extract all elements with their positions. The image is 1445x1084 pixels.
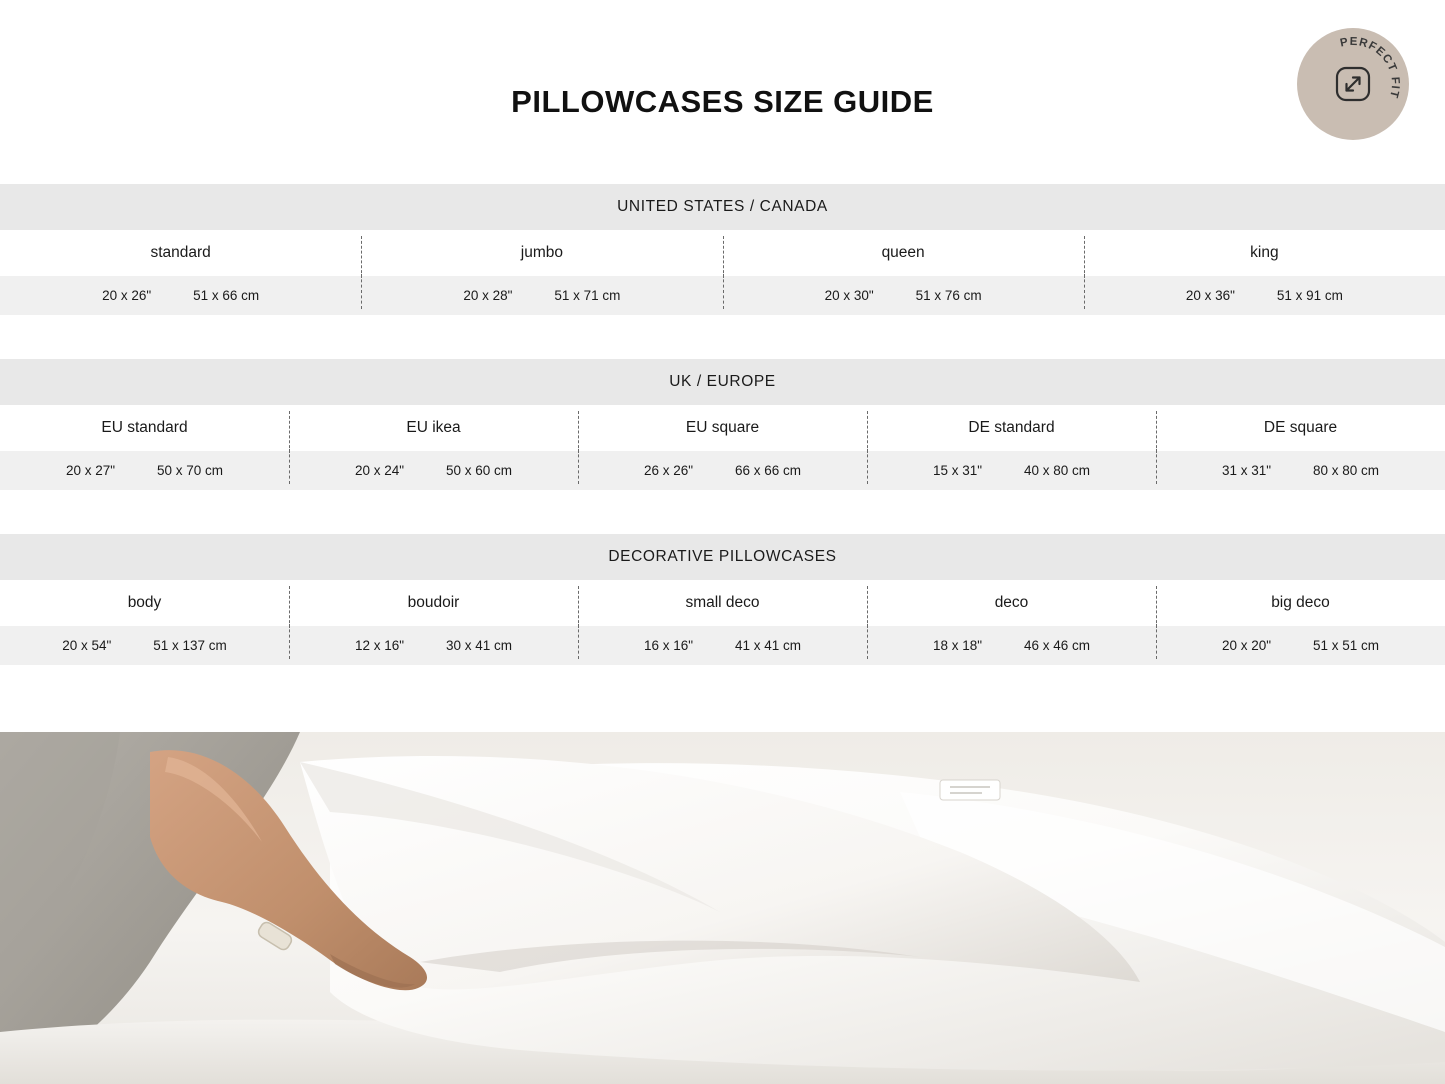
section-header-us-canada: UNITED STATES / CANADA: [0, 184, 1445, 230]
column-name-small-deco: small deco: [578, 580, 867, 626]
badge-circular-text: [1297, 28, 1409, 140]
size-table-uk-europe: [0, 359, 1445, 490]
column-size-big-deco: [1156, 626, 1445, 665]
size-cm: 80 x 80 cm: [1313, 463, 1380, 478]
size-inches: 20 x 54": [62, 638, 112, 653]
column-name-eu-ikea: EU ikea: [289, 405, 578, 451]
column-size-king: [1084, 276, 1445, 315]
column-size-boudoir: [289, 626, 578, 665]
svg-text:PERFECT FIT: [1339, 36, 1401, 100]
column-name-body: body: [127, 594, 162, 611]
size-inches: 12 x 16": [354, 638, 405, 653]
size-table-us-canada: [0, 184, 1445, 315]
column-size-queen: [723, 276, 1084, 315]
size-cm: 50 x 60 cm: [446, 463, 513, 478]
column-name-boudoir: boudoir: [289, 580, 578, 626]
column-name-eu-square: EU square: [578, 405, 867, 451]
size-cm: 51 x 137 cm: [153, 638, 227, 653]
column-size-eu-ikea: [289, 451, 578, 490]
photo-illustration: [0, 732, 1445, 1084]
column-name-jumbo: jumbo: [361, 230, 722, 276]
perfect-fit-badge: [1297, 28, 1409, 140]
table-row-names-decorative: [0, 580, 1445, 626]
column-name-standard: standard: [150, 244, 211, 261]
size-cm: 51 x 76 cm: [915, 288, 982, 303]
column-size-small-deco: [578, 626, 867, 665]
section-gap: [0, 315, 1445, 359]
column-name-deco: deco: [867, 580, 1156, 626]
column-size-jumbo: [361, 276, 722, 315]
column-name-king: king: [1084, 230, 1445, 276]
column-size-body: [0, 626, 289, 665]
column-size-standard: [0, 276, 361, 315]
column-size-de-square: [1156, 451, 1445, 490]
size-cm: 40 x 80 cm: [1024, 463, 1091, 478]
size-cm: 30 x 41 cm: [446, 638, 513, 653]
size-inches: 15 x 31": [932, 463, 983, 478]
column-name-de-standard: DE standard: [867, 405, 1156, 451]
column-size-de-standard: [867, 451, 1156, 490]
section-header-decorative: DECORATIVE PILLOWCASES: [0, 534, 1445, 580]
size-cm: 66 x 66 cm: [735, 463, 802, 478]
size-inches: 20 x 30": [824, 288, 874, 303]
size-inches: 20 x 24": [354, 463, 405, 478]
size-inches: 20 x 36": [1185, 288, 1235, 303]
lifestyle-photo: [0, 732, 1445, 1084]
size-inches: 20 x 28": [463, 288, 513, 303]
size-inches: 20 x 27": [65, 463, 116, 478]
size-cm: 51 x 71 cm: [554, 288, 621, 303]
column-name-queen: queen: [723, 230, 1084, 276]
column-size-deco: [867, 626, 1156, 665]
section-gap: [0, 490, 1445, 534]
size-cm: 41 x 41 cm: [735, 638, 802, 653]
size-cm: 51 x 91 cm: [1276, 288, 1343, 303]
size-cm: 51 x 66 cm: [193, 288, 260, 303]
column-name-de-square: DE square: [1156, 405, 1445, 451]
badge-label: PERFECT FIT: [1339, 35, 1402, 100]
table-row-sizes-uk-europe: [0, 451, 1445, 490]
size-cm: 51 x 51 cm: [1313, 638, 1380, 653]
size-inches: 20 x 20": [1221, 638, 1272, 653]
table-row-sizes-decorative: [0, 626, 1445, 665]
size-table-decorative: [0, 534, 1445, 665]
table-row-names-uk-europe: [0, 405, 1445, 451]
size-inches: 20 x 26": [102, 288, 152, 303]
size-inches: 16 x 16": [643, 638, 694, 653]
table-row-names-us-canada: [0, 230, 1445, 276]
section-header-uk-europe: UK / EUROPE: [0, 359, 1445, 405]
size-inches: 26 x 26": [643, 463, 694, 478]
column-name-big-deco: big deco: [1156, 580, 1445, 626]
size-cm: 50 x 70 cm: [157, 463, 224, 478]
column-size-eu-square: [578, 451, 867, 490]
size-inches: 18 x 18": [932, 638, 983, 653]
column-size-eu-standard: [0, 451, 289, 490]
table-row-sizes-us-canada: [0, 276, 1445, 315]
size-inches: 31 x 31": [1221, 463, 1272, 478]
column-name-eu-standard: EU standard: [101, 419, 188, 436]
size-cm: 46 x 46 cm: [1024, 638, 1091, 653]
page-title: PILLOWCASES SIZE GUIDE: [511, 84, 934, 119]
